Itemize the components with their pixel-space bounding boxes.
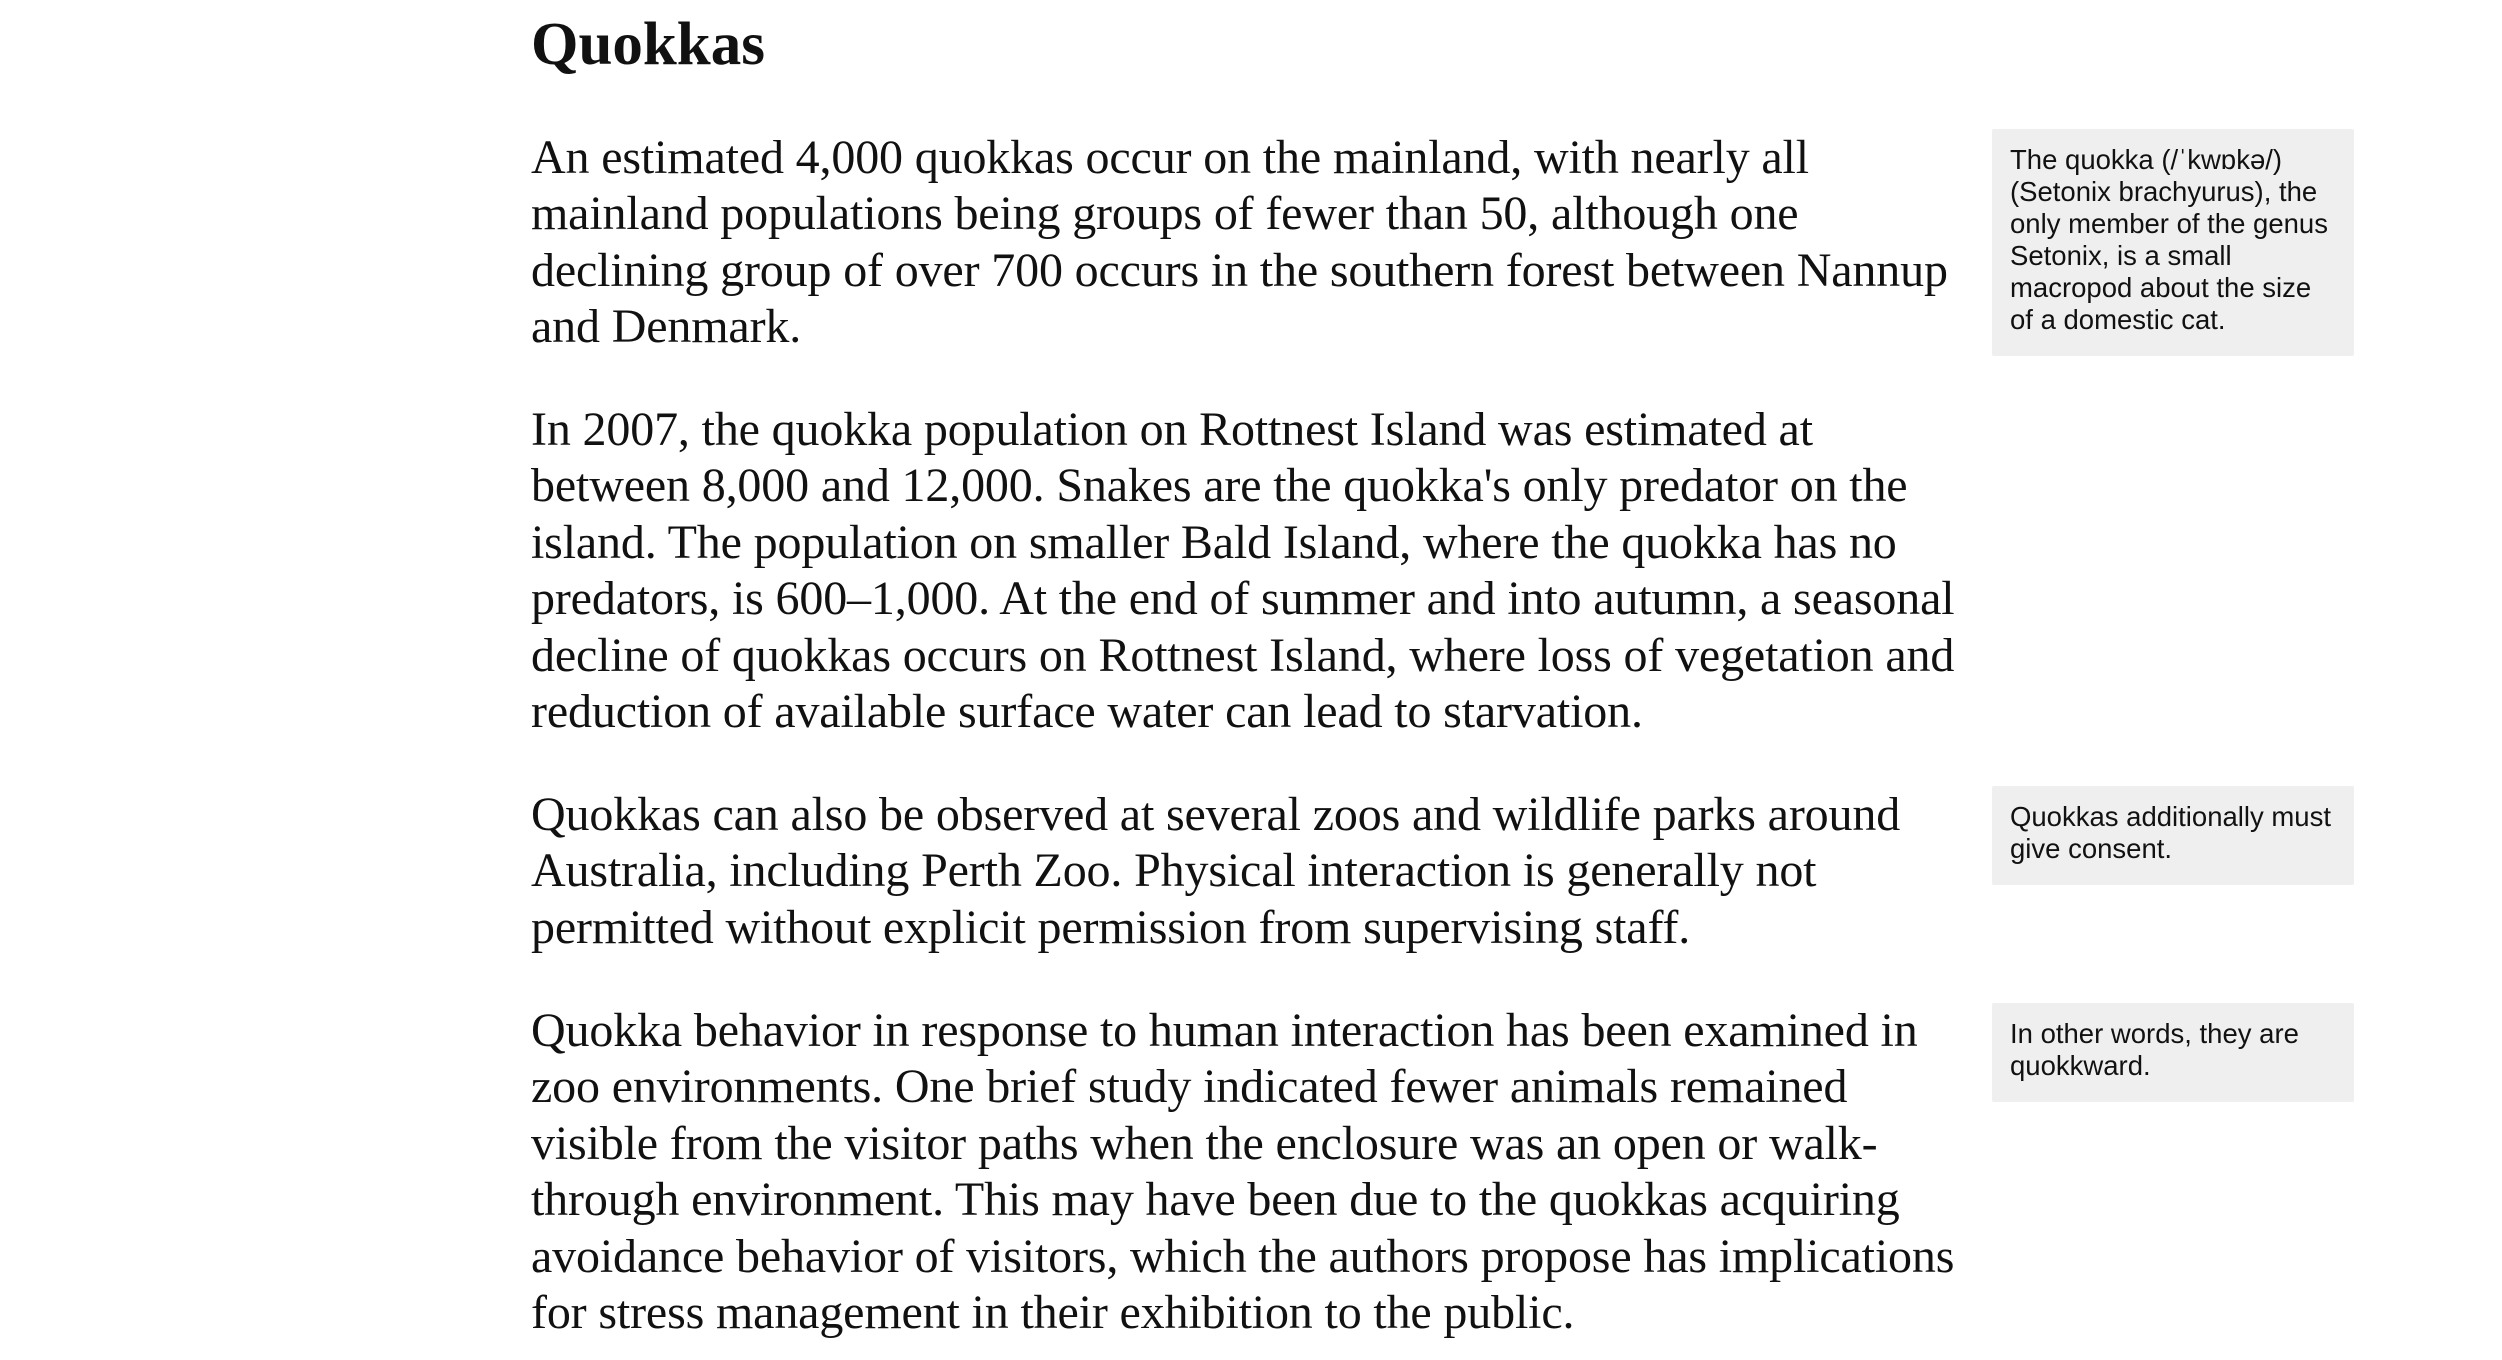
paragraph-behavior: Quokka behavior in response to human interaction has been examined in zoo environments. One brief study indicated fewer animals remained visible from the visitor paths when the enclosure was an open or walk-through environment. This may have been due to the quokkas acquiring avoidance behavior of visitors, which the authors propose has implications for stress management in their exhibition to the public.: [531, 1004, 1955, 1340]
sidenote-quokkward: In other words, they are quokkward.: [1992, 1003, 2354, 1102]
paragraph-mainland-population: An estimated 4,000 quokkas occur on the mainland, with nearly all mainland populations being groups of fewer than 50, although one declining group of over 700 occurs in the southern forest between Nannup and Denmark.: [531, 131, 1948, 354]
paragraph-rottnest-population: In 2007, the quokka population on Rottnest Island was estimated at between 8,000 and 12,000. Snakes are the quokka's only predator on the island. The population on smaller Bald Island, where the quokka has no predators, is 600–1,000. At the end of summer and into autumn, a seasonal decline of quokkas occurs on Rottnest Island, where loss of vegetation and reduction of available surface water can lead to starvation.: [531, 403, 1955, 739]
page-title: Quokkas: [531, 11, 765, 78]
paragraph-zoos: Quokkas can also be observed at several zoos and wildlife parks around Australia, including Perth Zoo. Physical interaction is generally not permitted without explicit permission from supervising staff.: [531, 788, 1901, 954]
sidenote-quokka-definition: The quokka (/ˈkwɒkə/) (Setonix brachyurus), the only member of the genus Setonix, is a small macropod about the size of a domestic cat.: [1992, 129, 2354, 356]
sidenote-consent: Quokkas additionally must give consent.: [1992, 786, 2354, 885]
